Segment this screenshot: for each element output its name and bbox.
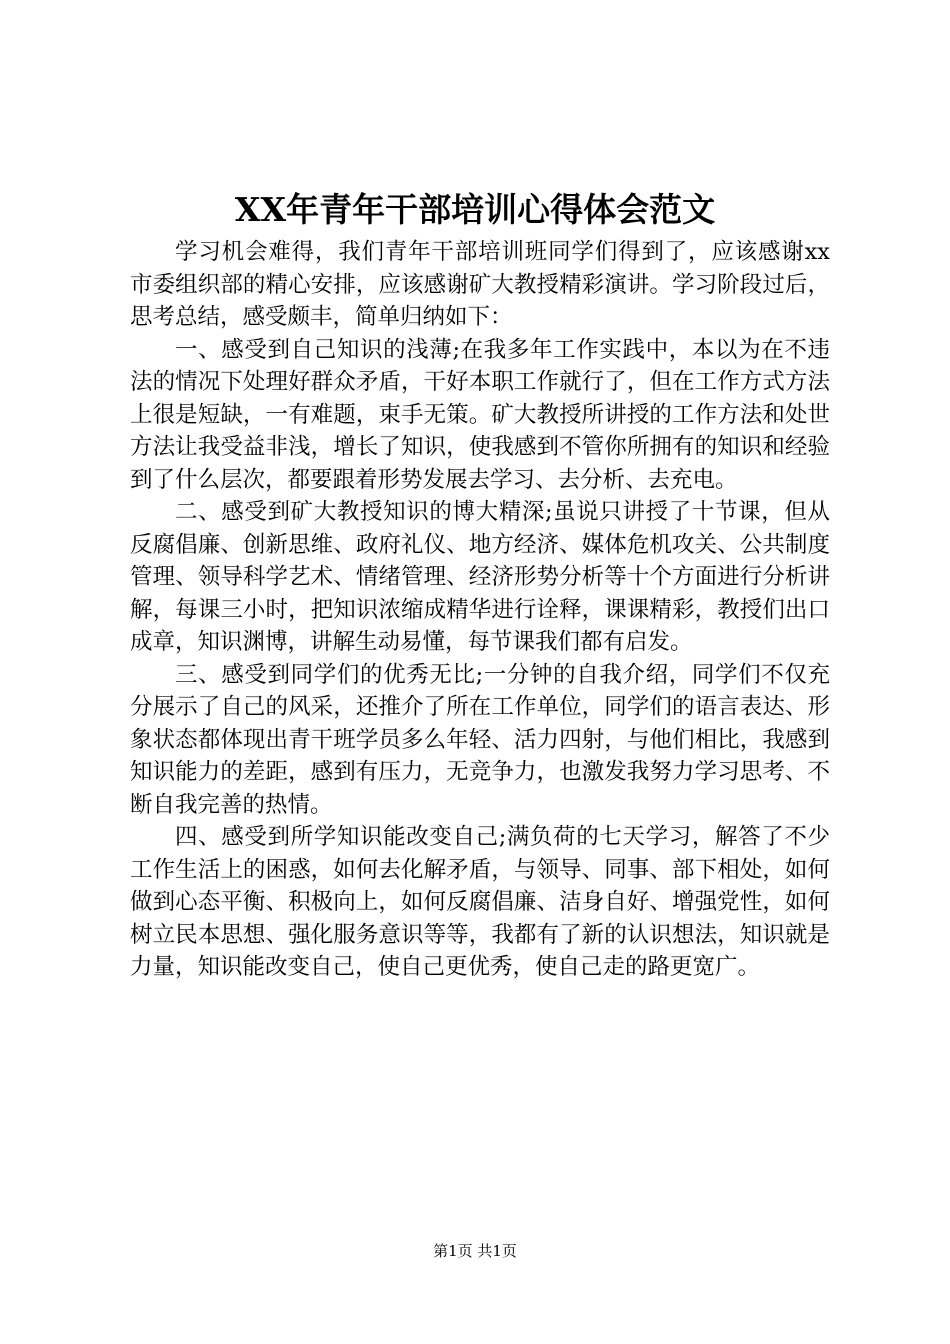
paragraph-point-4: 四、感受到所学知识能改变自己;满负荷的七天学习，解答了不少工作生活上的困惑，如何去化解矛盾，与领导、同事、部下相处，如何做到心态平衡、积极向上，如何反腐倡廉、洁身自好、增强党性，如何树立民本思想、强化服务意识等等，我都有了新的认识想法，知识就是力量，知识能改变自己，使自己更优秀，使自己走的路更宽广。 <box>130 824 830 980</box>
page-number-footer: 第1页 共1页 <box>433 1242 517 1260</box>
document-title: XX年青年干部培训心得体会范文 <box>234 190 716 229</box>
paragraph-point-1: 一、感受到自己知识的浅薄;在我多年工作实践中，本以为在不违法的情况下处理好群众矛盾，干好本职工作就行了，但在工作方式方法上很是短缺，一有难题，束手无策。矿大教授所讲授的工作方法和处世方法让我受益非浅，增长了知识，使我感到不管你所拥有的知识和经验到了什么层次，都要跟着形势发展去学习、去分析、去充电。 <box>130 336 830 493</box>
paragraph-intro: 学习机会难得，我们青年干部培训班同学们得到了，应该感谢xx市委组织部的精心安排，应该感谢矿大教授精彩演讲。学习阶段过后，思考总结，感受颇丰，简单归纳如下： <box>130 239 830 330</box>
document-body <box>130 236 830 984</box>
paragraph-point-3: 三、感受到同学们的优秀无比;一分钟的自我介绍，同学们不仅充分展示了自己的风采，还推介了所在工作单位，同学们的语言表达、形象状态都体现出青干班学员多么年轻、活力四射，与他们相比，我感到知识能力的差距，感到有压力，无竞争力，也激发我努力学习思考、不断自我完善的热情。 <box>130 661 830 818</box>
paragraph-point-2: 二、感受到矿大教授知识的博大精深;虽说只讲授了十节课，但从反腐倡廉、创新思维、政府礼仪、地方经济、媒体危机攻关、公共制度管理、领导科学艺术、情绪管理、经济形势分析等十个方面进行分析讲解，每课三小时，把知识浓缩成精华进行诠释，课课精彩，教授们出口成章，知识渊博，讲解生动易懂，每节课我们都有启发。 <box>130 499 830 655</box>
